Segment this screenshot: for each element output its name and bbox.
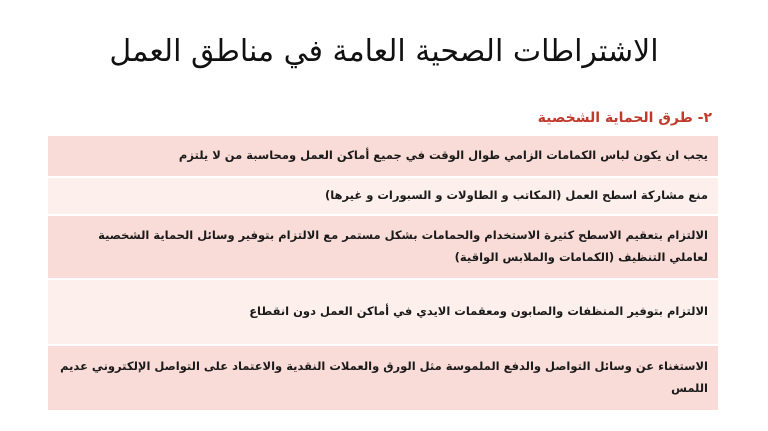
table-row: [48, 216, 718, 278]
guidelines-table: [48, 136, 718, 410]
row-text: الالتزام بتوفير المنظفات والصابون ومعقمات الايدي في أماكن العمل دون انقطاع: [249, 304, 708, 319]
row-text: الالتزام بتعقيم الاسطح كثيرة الاستخدام والحمامات بشكل مستمر مع الالتزام بتوفير وسائل الحماية الشخصية لعاملي التنظيف (الكمامات والملابس الواقية): [98, 228, 708, 264]
row-text: الاستغناء عن وسائل التواصل والدفع الملموسة مثل الورق والعملات النقدية والاعتماد على التواصل الإلكتروني عديم اللمس: [60, 359, 708, 395]
table-row: [48, 178, 718, 214]
section-subtitle: ٢- طرق الحماية الشخصية: [537, 110, 712, 126]
row-text: منع مشاركة اسطح العمل (المكاتب و الطاولات و السبورات و غيرها): [324, 188, 708, 203]
row-text: يجب ان يكون لباس الكمامات الزامي طوال الوقت في جميع أماكن العمل ومحاسبة من لا يلتزم: [178, 148, 708, 163]
table-row: [48, 280, 718, 344]
slide-title: الاشتراطات الصحية العامة في مناطق العمل: [109, 34, 659, 69]
table-row: [48, 346, 718, 410]
table-row: [48, 136, 718, 176]
